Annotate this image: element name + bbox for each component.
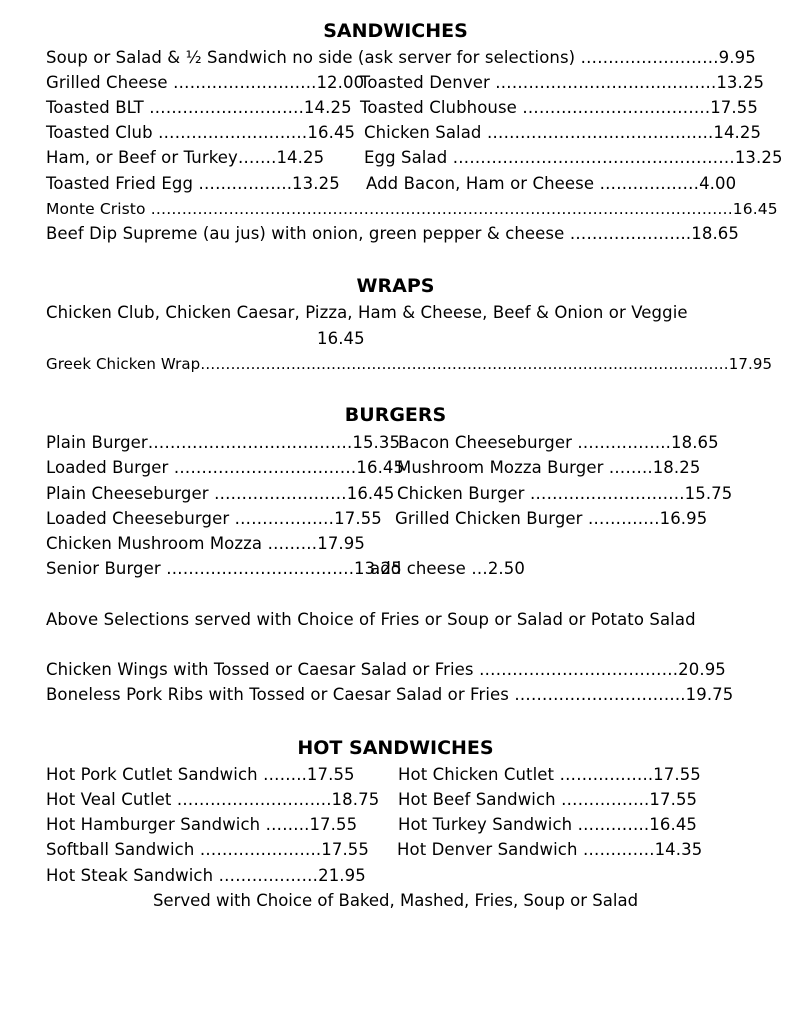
menu-item: Greek Chicken Wrap……………………………………………………………………………………………17.95	[46, 355, 773, 373]
menu-item: Boneless Pork Ribs with Tossed or Caesar Salad or Fries ………………………….19.75	[46, 685, 734, 704]
menu-item: Hot Beef Sandwich …………….17.55	[398, 790, 698, 809]
menu-item: Toasted Denver ………………………………….13.25	[360, 73, 765, 92]
menu-item: Softball Sandwich ………………….17.55	[46, 840, 370, 859]
menu-item: Loaded Burger ……………………………16.45	[46, 458, 405, 477]
menu-item: Hot Turkey Sandwich ………….16.45	[398, 815, 698, 834]
menu-item: Chicken Club, Chicken Caesar, Pizza, Ham & Cheese, Beef & Onion or Veggie	[46, 303, 688, 322]
section-heading-wraps: WRAPS	[356, 275, 435, 297]
menu-item: Toasted BLT ……………………….14.25	[46, 98, 352, 117]
menu-item: Ham, or Beef or Turkey…….14.25	[46, 148, 325, 167]
menu-item: Hot Chicken Cutlet ……………..17.55	[398, 765, 701, 784]
menu-item: Toasted Fried Egg ……………..13.25	[46, 174, 340, 193]
menu-item: Grilled Cheese ……………………..12.00	[46, 73, 365, 92]
menu-item: Toasted Club ………………………16.45	[46, 123, 356, 142]
menu-item: Plain Burger……………………………….15.35	[46, 433, 401, 452]
menu-item: Chicken Mushroom Mozza ………17.95	[46, 534, 365, 553]
menu-item: Hot Steak Sandwich ………………21.95	[46, 866, 366, 885]
menu-item: Chicken Salad …………………………………..14.25	[364, 123, 762, 142]
section-heading-burgers: BURGERS	[344, 404, 447, 426]
menu-item: Hot Denver Sandwich ………….14.35	[397, 840, 703, 859]
menu-item: Senior Burger …………………………….13.25	[46, 559, 402, 578]
served-with-note: Above Selections served with Choice of Fries or Soup or Salad or Potato Salad	[46, 610, 696, 629]
section-heading-hot-sandwiches: HOT SANDWICHES	[297, 737, 494, 759]
menu-item: Hot Veal Cutlet ……………………….18.75	[46, 790, 380, 809]
menu-item: Hot Pork Cutlet Sandwich ……..17.55	[46, 765, 355, 784]
menu-item: Egg Salad ……………………………………………13.25	[364, 148, 783, 167]
menu-item: Bacon Cheeseburger ……………..18.65	[398, 433, 719, 452]
menu-item: Beef Dip Supreme (au jus) with onion, green pepper & cheese ………………….18.65	[46, 224, 739, 243]
menu-item: add cheese …2.50	[370, 559, 525, 578]
menu-item: Chicken Burger ……………………….15.75	[397, 484, 733, 503]
menu-item: Add Bacon, Ham or Cheese ………………4.00	[366, 174, 737, 193]
section-heading-sandwiches: SANDWICHES	[323, 20, 468, 42]
menu-price: 16.45	[317, 329, 365, 348]
menu-item: Mushroom Mozza Burger ……..18.25	[397, 458, 701, 477]
menu-item: Chicken Wings with Tossed or Caesar Salad or Fries ………………………………20.95	[46, 660, 726, 679]
menu-item: Loaded Cheeseburger ………………17.55	[46, 509, 382, 528]
menu-item: Grilled Chicken Burger ………….16.95	[395, 509, 708, 528]
served-with-note: Served with Choice of Baked, Mashed, Fries, Soup or Salad	[152, 891, 639, 910]
menu-item: Plain Cheeseburger ……………………16.45	[46, 484, 395, 503]
menu-item: Toasted Clubhouse …………………………….17.55	[360, 98, 758, 117]
menu-item: Monte Cristo ………………………………………………………………………………………………….16.45	[46, 200, 778, 218]
menu-item: Soup or Salad & ½ Sandwich no side (ask server for selections) …….………………9.95	[46, 48, 756, 67]
menu-item: Hot Hamburger Sandwich ……..17.55	[46, 815, 358, 834]
